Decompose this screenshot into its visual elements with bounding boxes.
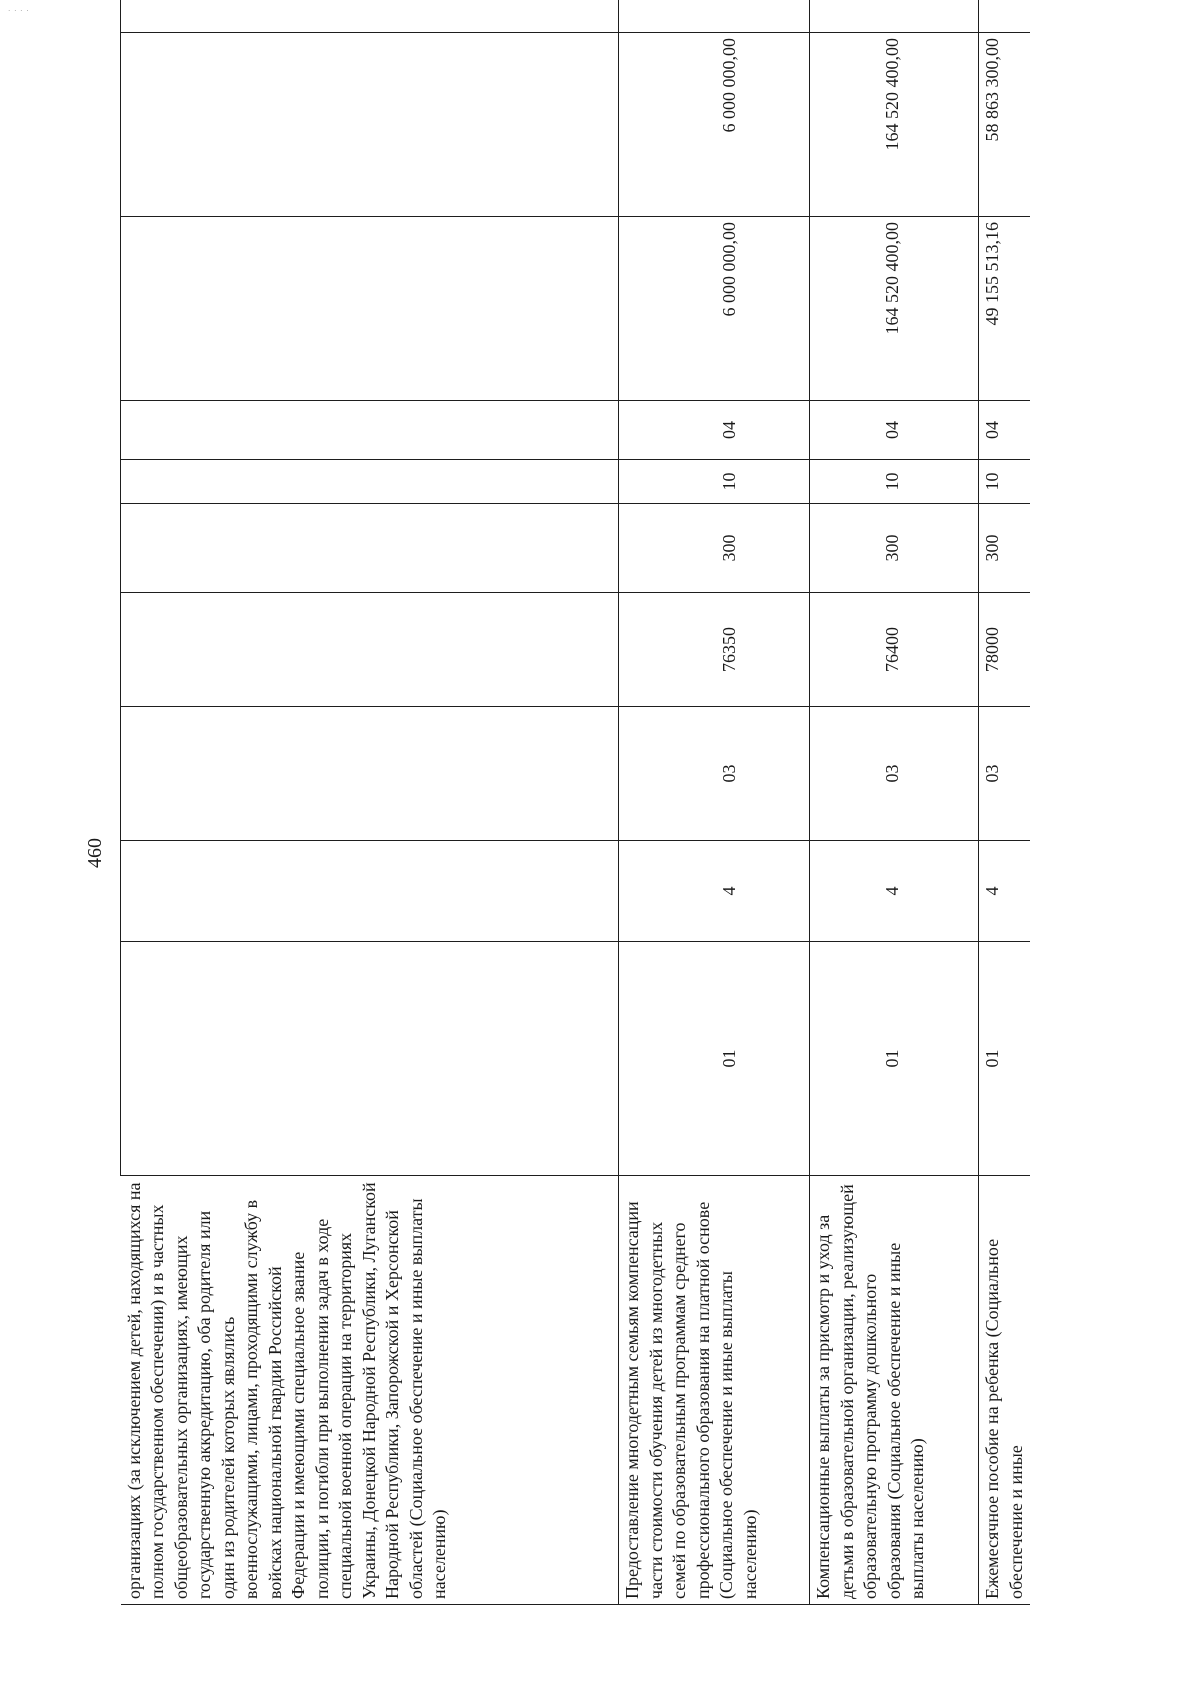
subprogram-code <box>619 841 810 942</box>
program-code-value: 01 <box>882 1049 902 1068</box>
main-event-code-value: 03 <box>719 764 739 783</box>
amount-2025: 58 863 300,00 <box>979 33 1031 217</box>
expense-type-code <box>121 504 619 593</box>
expense-type-code: 300 <box>979 504 1031 593</box>
main-event-code: 03 <box>979 707 1031 841</box>
main-event-code <box>619 707 810 841</box>
amount-2024 <box>810 217 979 401</box>
direction-code <box>121 593 619 707</box>
budget-table <box>120 0 1030 1605</box>
program-code: 01 <box>979 942 1031 1176</box>
subprogram-code: 4 <box>979 841 1031 942</box>
amount-2025 <box>121 33 619 217</box>
direction-code <box>810 593 979 707</box>
amount-2025 <box>810 33 979 217</box>
amount-2025-value: 6 000 000,00 <box>719 38 739 133</box>
row-description: организациях (за исключением детей, находящихся на полном государственном обеспечении) и в частных общеобразовательных организациях, имеющих государственную аккредитацию, оба родителя или один из родителей которых являлись военнослужащими, лицами, проходящими службу в войсках национальной гвардии Российской Федерации и имеющими специальное звание полиции, и погибли при выполнении задач в ходе специальной военной операции на территориях Украины, Донецкой Народной Республики, Луганской Народной Республики, Запорожской и Херсонской областей (Социальное обеспечение и иные выплаты населению) <box>121 1176 619 1605</box>
main-event-code-value: 03 <box>882 764 902 783</box>
section-code-value: 10 <box>882 472 902 491</box>
section-code <box>619 460 810 504</box>
expense-type-code-value: 300 <box>882 534 902 562</box>
section-code <box>121 460 619 504</box>
amount-2025-value: 164 520 400,00 <box>882 38 902 151</box>
scan-mark: · · · · <box>8 7 30 15</box>
row-description: Предоставление многодетным семьям компенсации части стоимости обучения детей из многодетных семей по образовательным программам среднего профессионального образования на платной основе (Социальное обеспечение и иные выплаты населению) <box>619 1176 810 1605</box>
amount-2026 <box>619 0 810 33</box>
expense-type-code <box>619 504 810 593</box>
program-code <box>810 942 979 1176</box>
program-code <box>619 942 810 1176</box>
table-row <box>619 0 810 1605</box>
section-code: 10 <box>979 460 1031 504</box>
subsection-code <box>810 401 979 460</box>
subsection-code-value: 04 <box>882 421 902 439</box>
table-row <box>810 0 979 1605</box>
amount-2026 <box>121 0 619 33</box>
amount-2024: 49 155 513,16 <box>979 217 1031 401</box>
amount-2025 <box>619 33 810 217</box>
program-code-value: 01 <box>719 1049 739 1068</box>
subsection-code <box>121 401 619 460</box>
direction-code: 78000 <box>979 593 1031 707</box>
amount-2024 <box>619 217 810 401</box>
row-description: Ежемесячное пособие на ребенка (Социальное обеспечение и иные <box>979 1176 1031 1605</box>
table-row <box>979 0 1031 1605</box>
main-event-code <box>121 707 619 841</box>
subprogram-code <box>810 841 979 942</box>
direction-code-value: 76400 <box>882 627 902 672</box>
row-description: Компенсационные выплаты за присмотр и уход за детьми в образовательной организации, реализующей образовательную программу дошкольного образования (Социальное обеспечение и иные выплаты населению) <box>810 1176 979 1605</box>
page-number: 460 <box>84 838 106 868</box>
amount-2026-value <box>881 0 905 27</box>
subprogram-code-value: 4 <box>719 886 739 896</box>
subsection-code-value: 04 <box>719 421 739 439</box>
subsection-code <box>619 401 810 460</box>
amount-2024 <box>121 217 619 401</box>
amount-2024-value: 164 520 400,00 <box>882 222 902 335</box>
amount-2024-value: 6 000 000,00 <box>719 222 739 317</box>
direction-code-value: 76350 <box>719 627 739 672</box>
subsection-code: 04 <box>979 401 1031 460</box>
subprogram-code-value: 4 <box>882 886 902 896</box>
program-code <box>121 942 619 1176</box>
expense-type-code <box>810 504 979 593</box>
amount-2026 <box>810 0 979 33</box>
table-row <box>121 0 619 1605</box>
expense-type-code-value: 300 <box>719 534 739 562</box>
main-event-code <box>810 707 979 841</box>
section-code-value: 10 <box>719 472 739 491</box>
amount-2026-value <box>718 0 742 27</box>
direction-code <box>619 593 810 707</box>
amount-2026 <box>979 0 1031 33</box>
section-code <box>810 460 979 504</box>
subprogram-code <box>121 841 619 942</box>
